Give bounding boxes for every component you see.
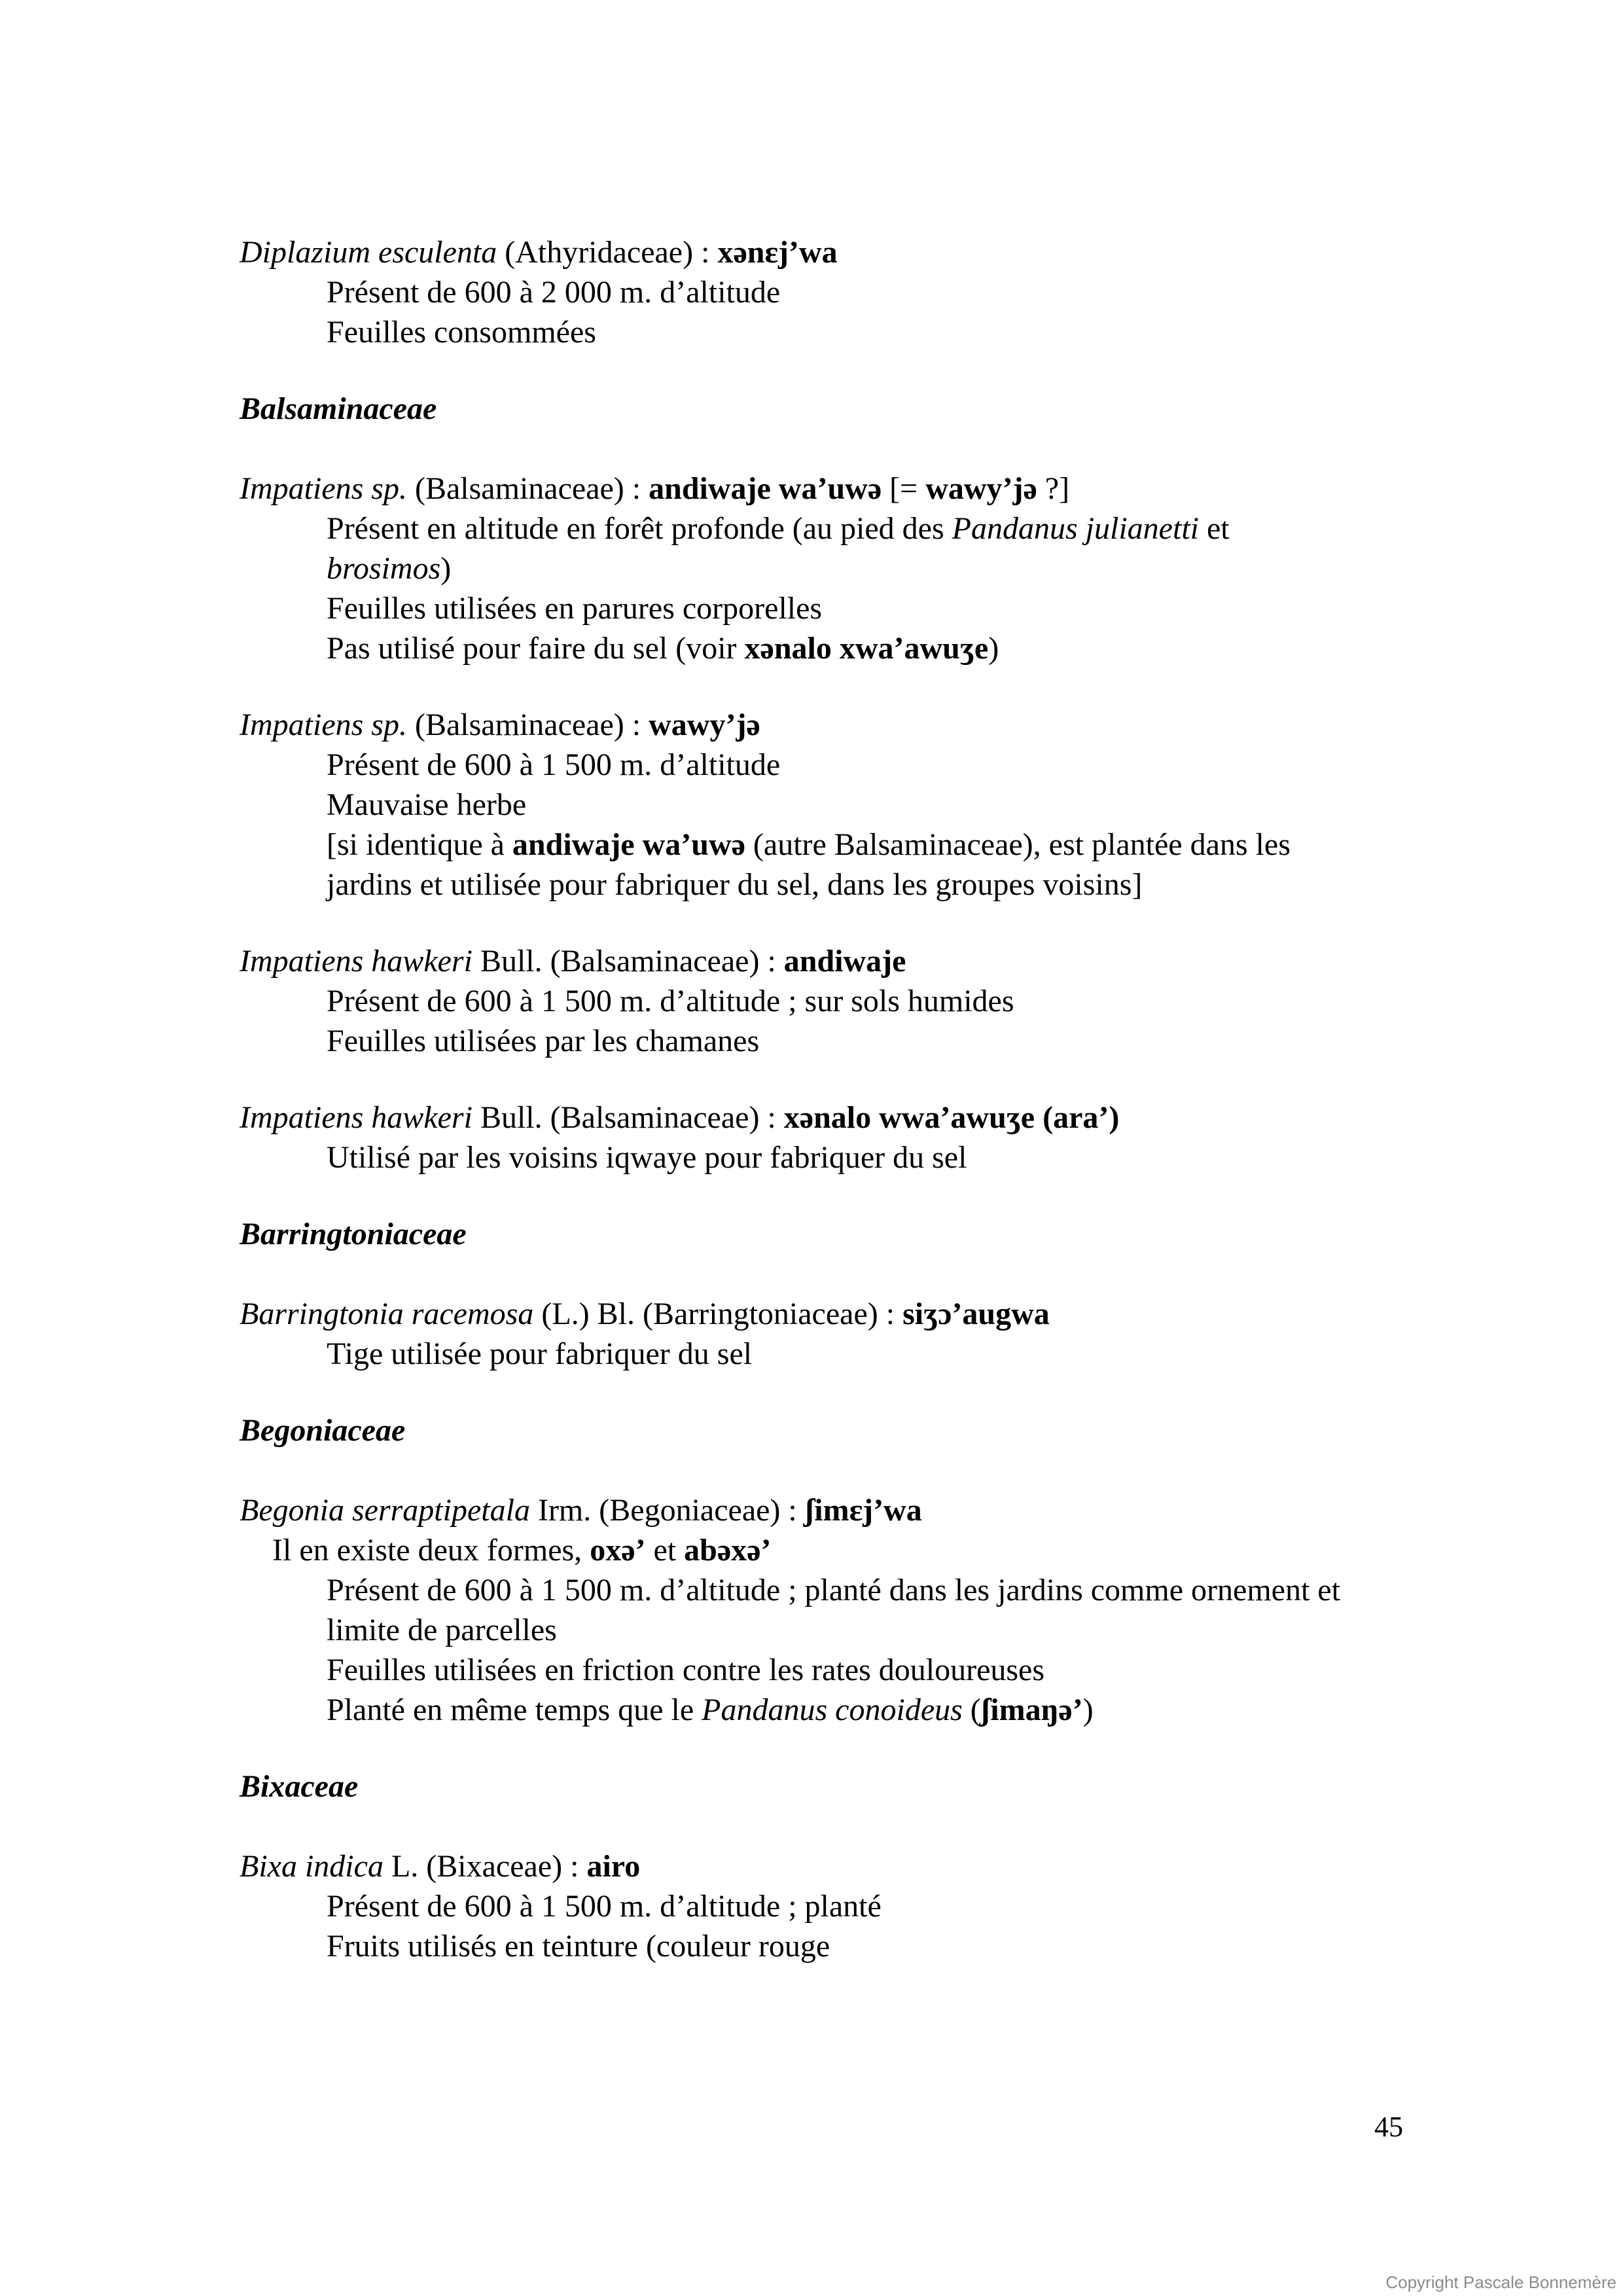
species-entry-title <box>240 705 1431 745</box>
text-segment: Bull. (Balsaminaceae) : <box>472 944 784 978</box>
text-segment: xənalo wwa’awuʒe (ara’) <box>783 1100 1120 1135</box>
text-segment: ) <box>1082 1693 1094 1727</box>
family-section-heading: Balsaminaceae <box>240 391 437 426</box>
text-segment: Feuilles utilisées en parures corporelles <box>327 591 823 626</box>
species-entry <box>240 1098 1431 1177</box>
text-segment: jardins et utilisée pour fabriquer du sel, dans les groupes voisins] <box>327 867 1143 902</box>
text-segment: Pas utilisé pour faire du sel (voir <box>327 631 745 666</box>
text-segment: Il en existe deux formes, <box>272 1533 590 1568</box>
text-segment: Pandanus julianetti <box>952 511 1199 546</box>
text-segment: Présent de 600 à 1 500 m. d’altitude <box>327 747 781 782</box>
text-segment: Présent de 600 à 2 000 m. d’altitude <box>327 275 781 310</box>
text-segment: oxə’ <box>590 1533 646 1568</box>
species-entry <box>240 1846 1431 1966</box>
species-entry-line <box>240 272 1431 312</box>
text-segment: Utilisé par les voisins iqwaye pour fabriquer du sel <box>327 1140 967 1175</box>
copyright-notice: Copyright Pascale Bonnemère <box>1385 2272 1616 2292</box>
text-segment: andiwaje wa’uwə <box>649 471 882 506</box>
species-entry-title <box>240 1846 1431 1886</box>
text-segment: Présent en altitude en forêt profonde (au pied des <box>327 511 952 546</box>
text-segment: [si identique à <box>327 827 512 862</box>
text-segment: wawy’jə <box>925 471 1037 506</box>
text-segment: Fruits utilisés en teinture (couleur rouge <box>327 1929 830 1964</box>
species-entry-line <box>240 1530 1431 1570</box>
species-entry-line <box>240 1334 1431 1374</box>
text-segment: Impatiens hawkeri <box>240 1100 473 1135</box>
species-entry <box>240 705 1431 905</box>
species-entry-line <box>240 745 1431 785</box>
text-segment: wawy’jə <box>649 708 760 742</box>
species-entry-line <box>240 628 1431 668</box>
text-segment: ) <box>440 551 452 586</box>
text-segment: xənɛj’wa <box>717 235 838 270</box>
species-entry-line <box>240 981 1431 1021</box>
species-entry <box>240 232 1431 352</box>
text-segment: abəxə’ <box>684 1533 772 1568</box>
species-entry <box>240 1294 1431 1374</box>
text-segment: Bixa indica <box>240 1849 383 1884</box>
text-segment: Diplazium esculenta <box>240 235 497 270</box>
text-segment: Irm. (Begoniaceae) : <box>529 1493 805 1528</box>
page-number: 45 <box>1374 2111 1403 2143</box>
species-entry-line <box>240 1021 1431 1061</box>
species-entry-line <box>240 1610 1431 1650</box>
text-segment: (autre Balsaminaceae), est plantée dans les <box>745 827 1291 862</box>
species-entry-title <box>240 232 1431 272</box>
species-entry-line <box>240 1138 1431 1177</box>
text-segment: Feuilles utilisées en friction contre les rates douloureuses <box>327 1653 1045 1687</box>
text-segment: (Balsaminaceae) : <box>406 708 649 742</box>
text-segment: limite de parcelles <box>327 1613 557 1647</box>
text-segment: ) <box>988 631 999 666</box>
text-segment: siʒɔ’augwa <box>902 1297 1050 1331</box>
text-segment: ʃimɛj’wa <box>804 1493 922 1528</box>
text-segment: airo <box>586 1849 641 1884</box>
species-entry-title <box>240 1294 1431 1334</box>
family-section-heading: Begoniaceae <box>240 1413 406 1448</box>
text-segment: Feuilles consommées <box>327 315 596 350</box>
text-segment: Impatiens hawkeri <box>240 944 473 978</box>
species-entry-line <box>240 1570 1431 1610</box>
text-segment: Bull. (Balsaminaceae) : <box>472 1100 784 1135</box>
text-segment: (Athyridaceae) : <box>497 235 718 270</box>
text-segment: ʃimaŋə’ <box>980 1693 1083 1727</box>
species-entry-line <box>240 865 1431 905</box>
text-segment: Présent de 600 à 1 500 m. d’altitude ; sur sols humides <box>327 984 1014 1018</box>
text-segment: Mauvaise herbe <box>327 787 527 822</box>
species-entry <box>240 1490 1431 1730</box>
text-segment: et <box>1199 511 1230 546</box>
species-entry <box>240 941 1431 1061</box>
text-segment: andiwaje <box>783 944 906 978</box>
text-segment: Impatiens sp. <box>240 708 407 742</box>
species-entry-title <box>240 941 1431 981</box>
text-segment: Tige utilisée pour fabriquer du sel <box>327 1336 753 1371</box>
text-segment: L. (Bixaceae) : <box>383 1849 587 1884</box>
text-segment: (L.) Bl. (Barringtoniaceae) : <box>533 1297 903 1331</box>
text-segment: Barringtonia racemosa <box>240 1297 534 1331</box>
text-segment: Planté en même temps que le <box>327 1693 702 1727</box>
species-entry-line <box>240 785 1431 825</box>
text-segment: xənalo xwa’awuʒe <box>744 631 989 666</box>
text-segment: Présent de 600 à 1 500 m. d’altitude ; planté <box>327 1889 882 1924</box>
species-entry-line <box>240 548 1431 588</box>
text-segment: Begonia serraptipetala <box>240 1493 530 1528</box>
text-segment: Feuilles utilisées par les chamanes <box>327 1024 760 1058</box>
text-segment: andiwaje wa’uwə <box>512 827 745 862</box>
text-segment: [= <box>882 471 926 506</box>
family-section-heading: Barringtoniaceae <box>240 1217 467 1251</box>
document-content <box>240 232 1431 2003</box>
species-entry-title <box>240 1098 1431 1138</box>
species-entry-line <box>240 825 1431 865</box>
family-section-heading: Bixaceae <box>240 1769 359 1804</box>
species-entry-line <box>240 1926 1431 1966</box>
text-segment: ?] <box>1037 471 1070 506</box>
text-segment: ( <box>962 1693 981 1727</box>
species-entry-title <box>240 1490 1431 1530</box>
species-entry-title <box>240 469 1431 509</box>
text-segment: Présent de 600 à 1 500 m. d’altitude ; planté dans les jardins comme ornement et <box>327 1573 1340 1607</box>
species-entry-line <box>240 312 1431 352</box>
text-segment: Pandanus conoideus <box>702 1693 963 1727</box>
species-entry <box>240 469 1431 668</box>
text-segment: brosimos <box>327 551 441 586</box>
species-entry-line <box>240 509 1431 548</box>
species-entry-line <box>240 1690 1431 1730</box>
text-segment: (Balsaminaceae) : <box>406 471 649 506</box>
species-entry-line <box>240 588 1431 628</box>
species-entry-line <box>240 1886 1431 1926</box>
species-entry-line <box>240 1650 1431 1690</box>
text-segment: Impatiens sp. <box>240 471 407 506</box>
text-segment: et <box>645 1533 685 1568</box>
